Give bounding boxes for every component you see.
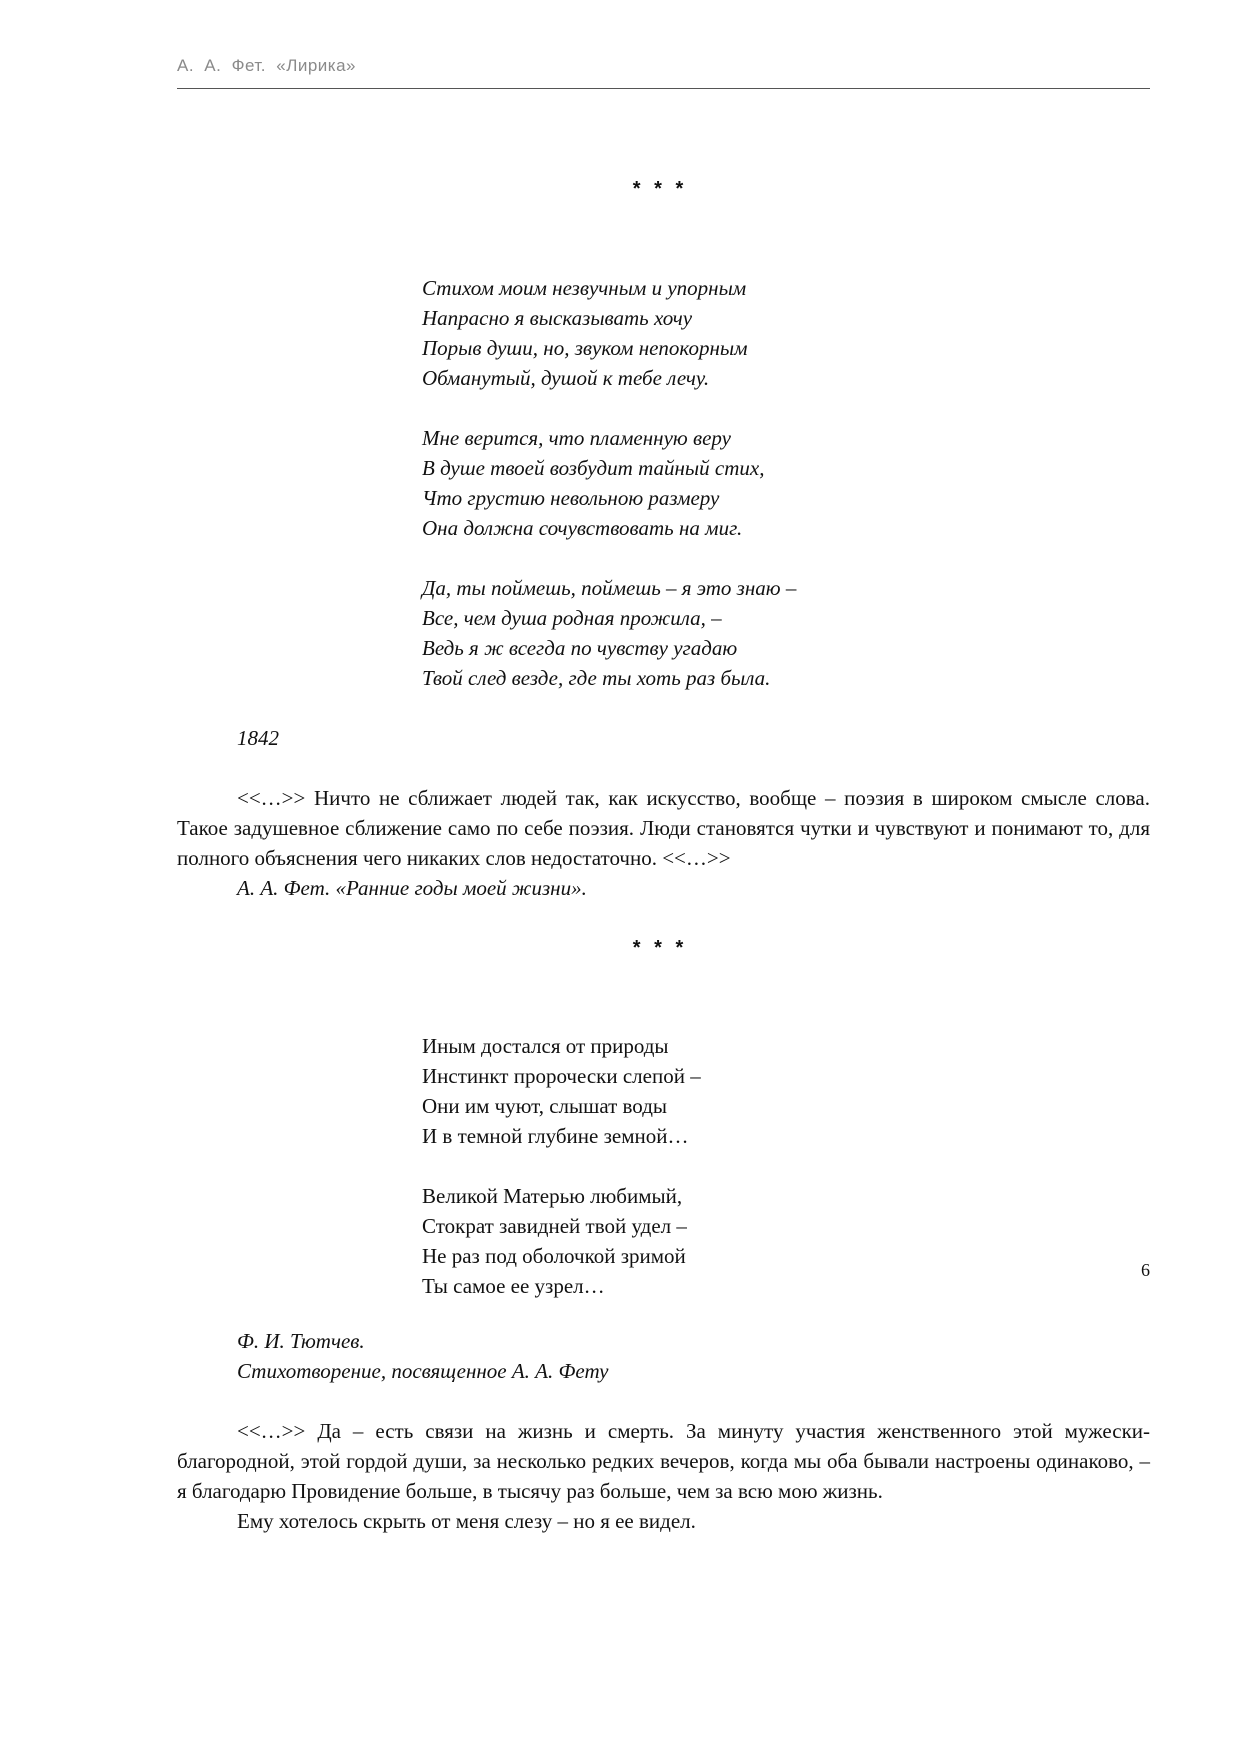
header-rule	[177, 88, 1150, 89]
quote-closing	[177, 1416, 1150, 1536]
poem-line: Не раз под оболочкой зримой	[422, 1244, 686, 1268]
poem-line: И в темной глубине земной…	[422, 1124, 689, 1148]
page-number: 6	[1141, 1260, 1150, 1280]
quote-text: <<…>> Ничто не сближает людей так, как искусство, вообще – поэзия в широком смысле слова. Такое задушевное сближение само по себе поэзия. Люди становятся чутки и чувствуют и понимают то, для полного объяснения чего никаких слов недостаточно. <<…>>	[177, 786, 1150, 870]
poem-year: 1842	[237, 726, 279, 750]
poem-stanza-2	[422, 1181, 701, 1301]
quote-paragraph: Ему хотелось скрыть от меня слезу – но я ее видел.	[237, 1509, 696, 1533]
poem-stanza-2	[422, 423, 796, 543]
poem-line: Ведь я ж всегда по чувству угадаю	[422, 636, 738, 660]
poem-line: Она должна сочувствовать на миг.	[422, 516, 743, 540]
poem-line: Иным достался от природы	[422, 1034, 669, 1058]
poem-dedication: Стихотворение, посвященное А. А. Фету	[237, 1359, 609, 1383]
poem-stanza-3	[422, 573, 796, 693]
quote-paragraph: <<…>> Да – есть связи на жизнь и смерть. За минуту участия женственного этой мужески-благородной, этой гордой души, за несколько редких вечеров, когда мы оба бывали настроены одинаково, – я благодарю Провидение больше, в тысячу раз больше, чем за всю мою жизнь.	[177, 1419, 1150, 1503]
poem-line: Порыв души, но, звуком непокорным	[422, 336, 748, 360]
poem-author: Ф. И. Тютчев.	[237, 1329, 365, 1353]
poem-fet	[422, 273, 796, 693]
poem-line: Да, ты поймешь, поймешь – я это знаю –	[422, 576, 797, 600]
poem-author-block	[237, 1326, 608, 1386]
poem-line: Инстинкт пророчески слепой –	[422, 1064, 701, 1088]
poem-line: Все, чем душа родная прожила, –	[422, 606, 722, 630]
poem-line: Обманутый, душой к тебе лечу.	[422, 366, 710, 390]
poem-line: Что грустию невольною размеру	[422, 486, 720, 510]
section-separator-1: * * *	[632, 178, 688, 200]
poem-line: Великой Матерью любимый,	[422, 1184, 683, 1208]
poem-stanza-1	[422, 1031, 701, 1151]
poem-line: Мне верится, что пламенную веру	[422, 426, 731, 450]
poem-stanza-1	[422, 273, 796, 393]
poem-line: Стихом моим незвучным и упорным	[422, 276, 747, 300]
quote-attribution: А. А. Фет. «Ранние годы моей жизни».	[237, 876, 587, 900]
running-title: А. А. Фет. «Лирика»	[177, 56, 357, 75]
poem-line: Они им чуют, слышат воды	[422, 1094, 667, 1118]
poem-line: Твой след везде, где ты хоть раз была.	[422, 666, 771, 690]
quote-fet-memoirs	[177, 783, 1150, 903]
poem-line: Напрасно я высказывать хочу	[422, 306, 693, 330]
poem-line: Ты самое ее узрел…	[422, 1274, 605, 1298]
poem-line: Стократ завидней твой удел –	[422, 1214, 687, 1238]
poem-line: В душе твоей возбудит тайный стих,	[422, 456, 765, 480]
section-separator-2: * * *	[632, 937, 688, 959]
poem-tyutchev	[422, 1031, 701, 1301]
